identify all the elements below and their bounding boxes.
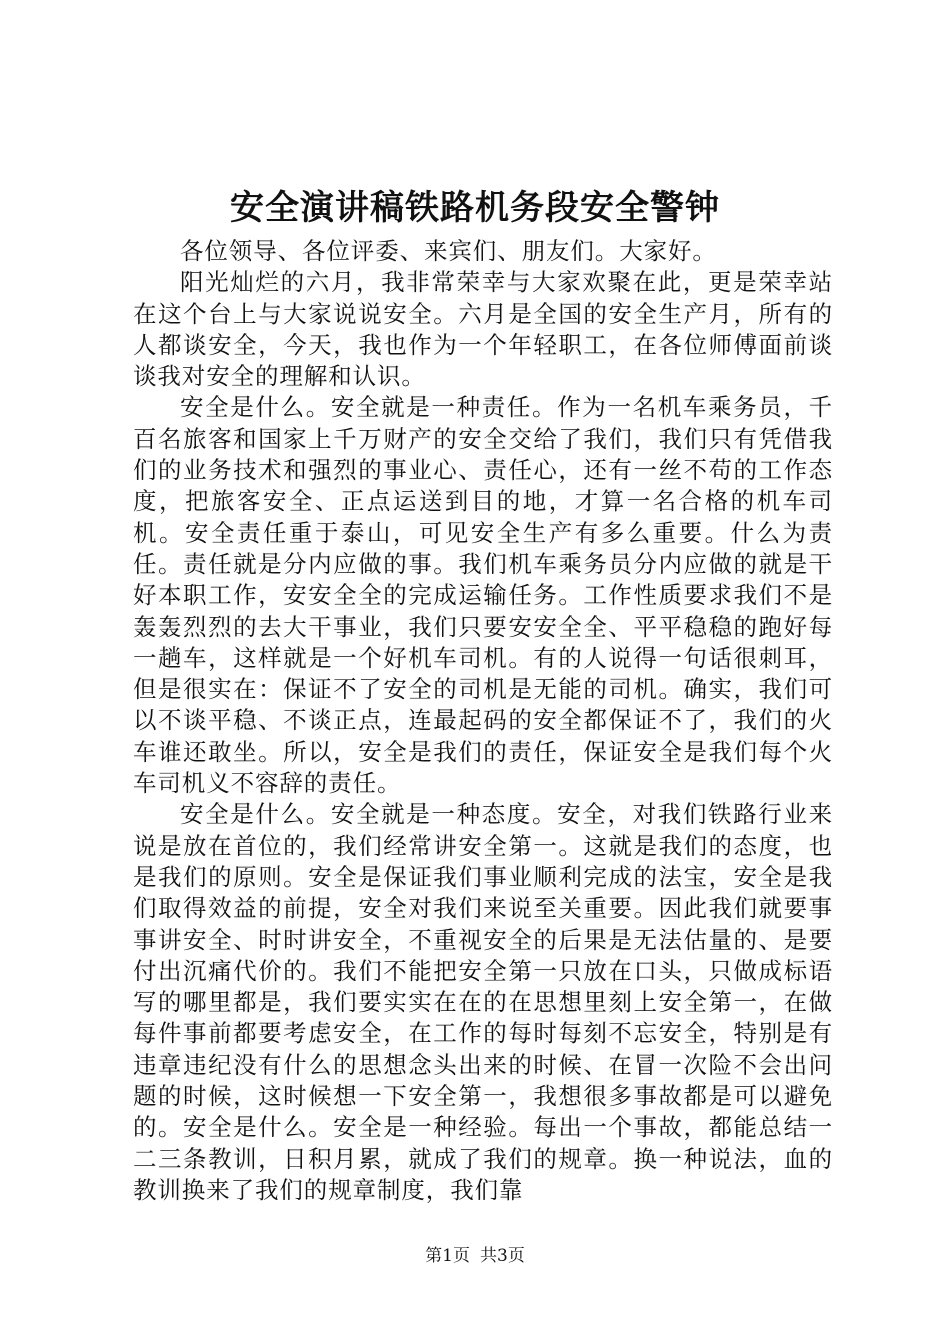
document-title: 安全演讲稿铁路机务段安全警钟 (230, 188, 720, 228)
page-total: 共3页 (480, 1246, 525, 1266)
document-body (133, 236, 833, 1206)
paragraph-attitude: 安全是什么。安全就是一种态度。安全，对我们铁路行业来说是放在首位的，我们经常讲安全第一。这就是我们的态度，也是我们的原则。安全是保证我们事业顺利完成的法宝，安全是我们取得效益的前提，安全对我们来说至关重要。因此我们就要事事讲安全、时时讲安全，不重视安全的后果是无法估量的、是要付出沉痛代价的。我们不能把安全第一只放在口头，只做成标语写的哪里都是，我们要实实在在的在思想里刻上安全第一，在做每件事前都要考虑安全，在工作的每时每刻不忘安全，特别是有违章违纪没有什么的思想念头出来的时候、在冒一次险不会出问题的时候，这时候想一下安全第一，我想很多事故都是可以避免的。安全是什么。安全是一种经验。每出一个事故，都能总结一二三条教训，日积月累，就成了我们的规章。换一种说法，血的教训换来了我们的规章制度，我们靠 (133, 800, 833, 1204)
page-number: 第1页 (425, 1246, 470, 1266)
paragraph-greeting: 各位领导、各位评委、来宾们、朋友们。大家好。 (180, 237, 717, 265)
paragraph-intro: 阳光灿烂的六月，我非常荣幸与大家欢聚在此，更是荣幸站在这个台上与大家说说安全。六月是全国的安全生产月，所有的人都谈安全，今天，我也作为一个年轻职工，在各位师傅面前谈谈我对安全的理解和认识。 (133, 268, 833, 391)
page-footer (0, 1244, 950, 1268)
paragraph-responsibility: 安全是什么。安全就是一种责任。作为一名机车乘务员，千百名旅客和国家上千万财产的安全交给了我们，我们只有凭借我们的业务技术和强烈的事业心、责任心，还有一丝不苟的工作态度，把旅客安全、正点运送到目的地，才算一名合格的机车司机。安全责任重于泰山，可见安全生产有多么重要。什么为责任。责任就是分内应做的事。我们机车乘务员分内应做的就是干好本职工作，安安全全的完成运输任务。工作性质要求我们不是轰轰烈烈的去大干事业，我们只要安安全全、平平稳稳的跑好每一趟车，这样就是一个好机车司机。有的人说得一句话很刺耳，但是很实在：保证不了安全的司机是无能的司机。确实，我们可以不谈平稳、不谈正点，连最起码的安全都保证不了，我们的火车谁还敢坐。所以，安全是我们的责任，保证安全是我们每个火车司机义不容辞的责任。 (133, 393, 833, 798)
